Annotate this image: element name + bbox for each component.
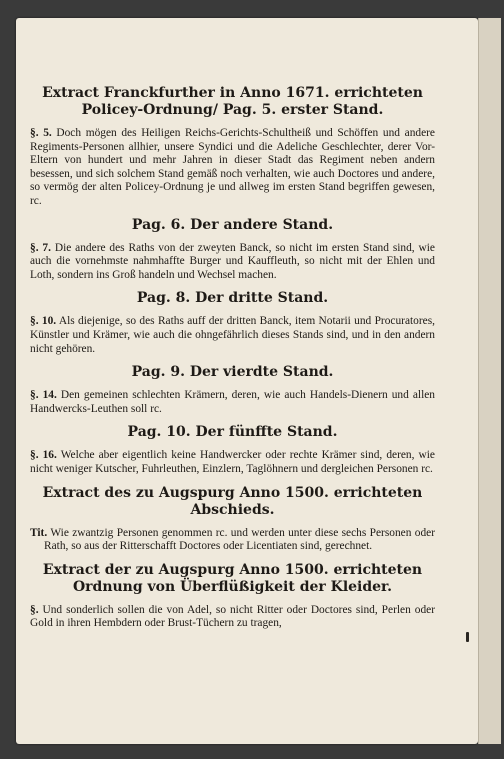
paragraph-marker: §. 14. (30, 389, 57, 402)
section-fourth-estate (30, 364, 435, 416)
paragraph-marker: §. 7. (30, 241, 51, 254)
section-heading: Pag. 8. Der dritte Stand. (136, 290, 329, 307)
paragraph (30, 127, 435, 209)
section-third-estate (30, 290, 435, 356)
paragraph (30, 527, 435, 554)
section-second-estate (30, 217, 435, 283)
paragraph-text: Welche aber eigentlich keine Handwercker oder rechte Krämer sind, deren, wie nicht weniger Kutscher, Fuhrleuthen, Einzlern, Taglöhnern und dergleichen Personen rc. (30, 449, 435, 475)
section-heading: Pag. 10. Der fünffte Stand. (127, 424, 338, 441)
paragraph-marker: Tit. (30, 526, 48, 539)
facing-page-edge (478, 18, 501, 744)
paragraph (30, 242, 435, 283)
paragraph-marker: §. 5. (30, 127, 52, 139)
paragraph-text: Wie zwantzig Personen genommen rc. und werden unter diese sechs Personen oder Rath, so aus der Ritterschafft Doctores oder Licentiaten sind, gerechnet. (44, 526, 435, 553)
paragraph (30, 389, 435, 416)
paragraph-text: Den gemeinen schlechten Krämern, deren, wie auch Handels-Dienern und allen Handwercks-Leuthen soll rc. (30, 389, 435, 415)
ink-mark (466, 632, 469, 642)
section-augsburg-abschied (30, 485, 435, 554)
paragraph-marker: §. 16. (30, 449, 57, 462)
paragraph-text: Und sonderlich sollen die von Adel, so nicht Ritter oder Doctores sind, Perlen oder Gold in ihren Hembdern oder Brust-Tüchern zu tragen, (30, 603, 435, 630)
paragraph-text: Die andere des Raths von der zweyten Banck, so nicht im ersten Stand sind, wie auch die vornehmste nahmhaffte Burger und Kauffleuth, so nicht mit der Ehlen und Loth, sondern ins Groß handeln und Wechsel machen. (30, 241, 435, 281)
section-heading: Pag. 9. Der vierdte Stand. (131, 364, 334, 381)
section-heading: Extract des zu Augspurg Anno 1500. errichteten Abschieds. (42, 484, 423, 518)
section-augsburg-kleiderordnung (30, 562, 435, 631)
paragraph (30, 604, 435, 631)
section-heading: Pag. 6. Der andere Stand. (131, 216, 334, 233)
paragraph-marker: §. (30, 603, 39, 616)
paragraph-text: Doch mögen des Heiligen Reichs-Gerichts-Schultheiß und Schöffen und andere Regiments-Personen allhier, unsere Syndici und die Adeliche Geschlechter, derer Vor-Eltern von hundert und mehr Jahren in dieser Stadt das Regiment neben andern besessen, und sich solchem Stand gemäß noch verhalten, wie auch Doctores und andere, so vermög der alten Policey-Ordnung je und allweg im ersten Stand begriffen gewesen, rc. (30, 127, 435, 207)
section-frankfurt-first-estate (30, 85, 435, 209)
section-heading: Extract der zu Augspurg Anno 1500. errichteten Ordnung von Überflüßigkeit der Kleider. (42, 561, 423, 595)
paragraph (30, 315, 435, 356)
document-text (30, 85, 435, 639)
paragraph-text: Als diejenige, so des Raths auff der dritten Banck, item Notarii und Procuratores, Künstler und Krämer, wie auch die ohngefährlich dieses Stands sind, und in den andern nicht gehören. (30, 315, 435, 355)
paragraph (30, 449, 435, 476)
section-heading: Extract Franckfurther in Anno 1671. errichteten Policey-Ordnung/ Pag. 5. erster Stand. (42, 85, 423, 118)
paragraph-marker: §. 10. (30, 315, 57, 328)
section-fifth-estate (30, 424, 435, 476)
